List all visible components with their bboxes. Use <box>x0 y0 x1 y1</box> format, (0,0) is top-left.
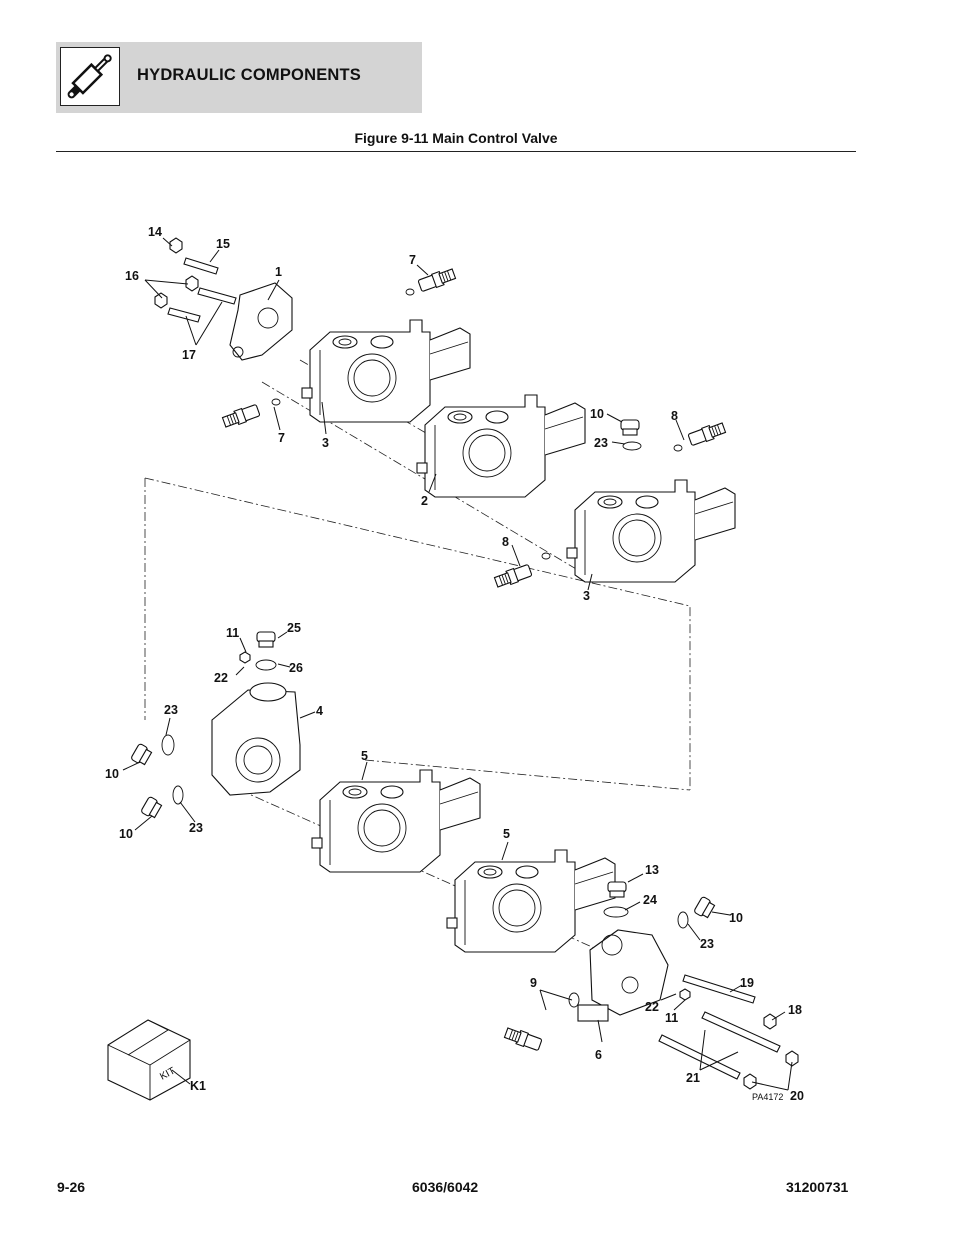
callout-6: 6 <box>595 1048 602 1062</box>
callout-16: 16 <box>125 269 139 283</box>
callout-8-right: 8 <box>671 409 678 423</box>
callout-20: 20 <box>790 1089 804 1103</box>
relief-cartridge-8-left <box>494 563 533 588</box>
callout-24: 24 <box>643 893 657 907</box>
figure-title: Figure 9-11 Main Control Valve <box>354 130 558 146</box>
callout-10-left-upper: 10 <box>105 767 119 781</box>
manual-number: 31200731 <box>786 1179 849 1195</box>
callout-10-left-lower: 10 <box>119 827 133 841</box>
callout-2: 2 <box>421 494 428 508</box>
outlet-section <box>212 690 300 795</box>
callout-21: 21 <box>686 1071 700 1085</box>
callout-19: 19 <box>740 976 754 990</box>
callout-15: 15 <box>216 237 230 251</box>
callout-23-left: 23 <box>164 703 178 717</box>
callout-1: 1 <box>275 265 282 279</box>
callout-14: 14 <box>148 225 162 239</box>
callout-17: 17 <box>182 348 196 362</box>
solenoid-6 <box>578 1005 608 1021</box>
model-number: 6036/6042 <box>412 1179 479 1195</box>
callout-23-top: 23 <box>594 436 608 450</box>
callout-18: 18 <box>788 1003 802 1017</box>
section-title: HYDRAULIC COMPONENTS <box>137 66 362 84</box>
callout-5-lower: 5 <box>503 827 510 841</box>
callout-26: 26 <box>289 661 303 675</box>
work-section-5-upper <box>312 770 480 872</box>
callout-22-end: 22 <box>645 1000 659 1014</box>
callout-10-top: 10 <box>590 407 604 421</box>
callout-10-right: 10 <box>729 911 743 925</box>
callout-13: 13 <box>645 863 659 877</box>
callout-7-top: 7 <box>409 253 416 267</box>
callout-5-upper: 5 <box>361 749 368 763</box>
callout-11-outlet: 11 <box>226 626 240 640</box>
page-number: 9-26 <box>57 1179 86 1195</box>
valve-section-2 <box>417 395 585 497</box>
valve-section-3-lower <box>567 480 735 582</box>
inlet-cover <box>230 283 292 360</box>
callout-7-left: 7 <box>278 431 285 445</box>
callout-8-left: 8 <box>502 535 509 549</box>
callout-4: 4 <box>316 704 323 718</box>
callout-3-lower: 3 <box>583 589 590 603</box>
callout-3-upper: 3 <box>322 436 329 450</box>
callout-11-end: 11 <box>665 1011 679 1025</box>
relief-cartridge-7-left <box>222 403 261 428</box>
relief-cartridge-8-right <box>688 421 727 446</box>
callout-25: 25 <box>287 621 301 635</box>
cartridge-9 <box>504 1026 543 1051</box>
kit-label: KIT <box>158 1065 178 1083</box>
callout-9: 9 <box>530 976 537 990</box>
callout-23-right: 23 <box>700 937 714 951</box>
callout-23-left-lower: 23 <box>189 821 203 835</box>
seal-kit-box <box>108 1020 190 1100</box>
work-section-5-lower <box>447 850 615 952</box>
callout-22-outlet: 22 <box>214 671 228 685</box>
drawing-code: PA4172 <box>752 1092 784 1102</box>
callout-k1: K1 <box>190 1079 206 1093</box>
